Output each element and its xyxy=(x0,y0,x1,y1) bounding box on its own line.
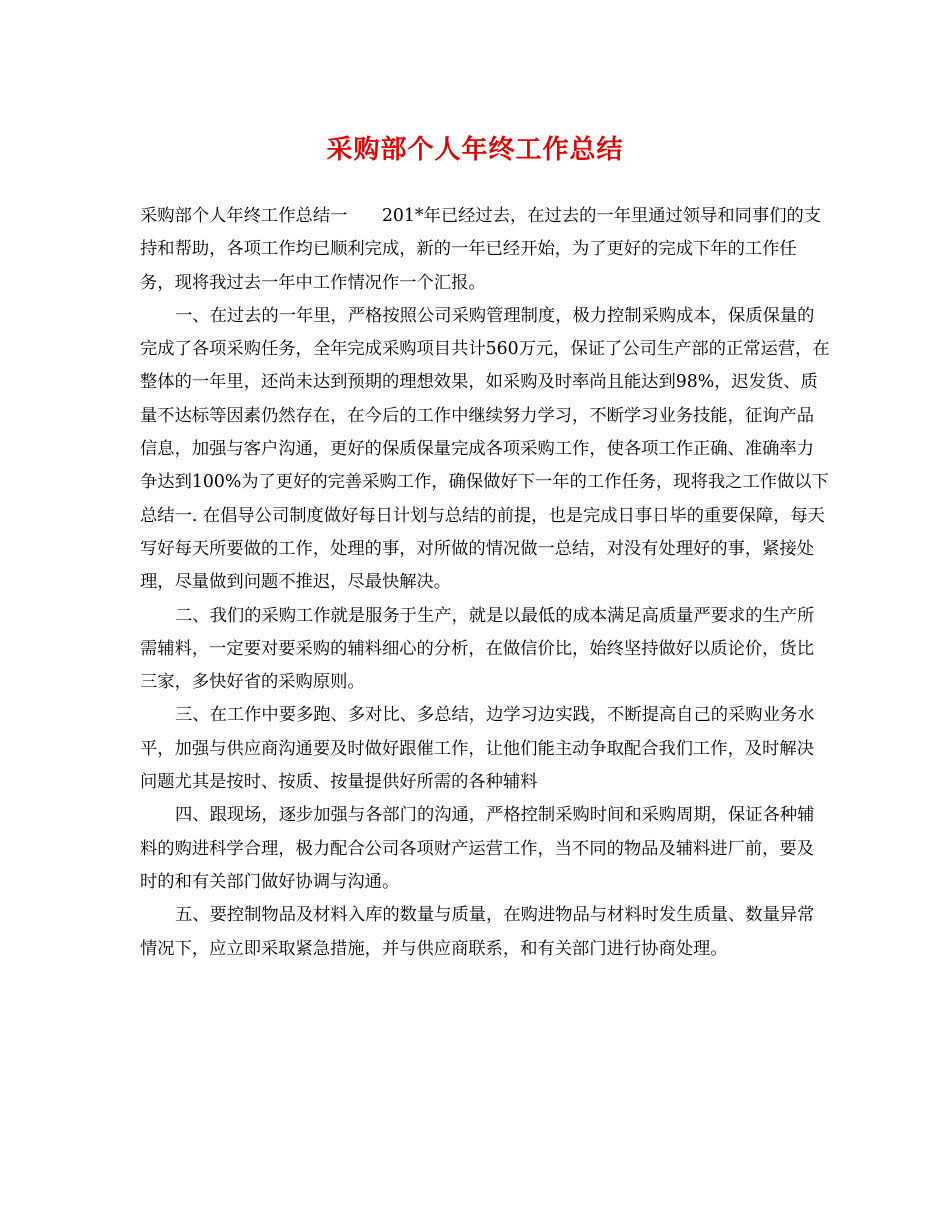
paragraph-1: 一、在过去的一年里，严格按照公司采购管理制度，极力控制采购成本，保质保量的完成了各项采购任务，全年完成采购项目共计560万元，保证了公司生产部的正常运营，在整体的一年里，还尚未达到预期的理想效果，如采购及时率尚且能达到98%，迟发货、质量不达标等因素仍然存在，在今后的工作中继续努力学习，不断学习业务技能，征询产品信息，加强与客户沟通，更好的保质保量完成各项采购工作，使各项工作正确、准确率力争达到100%为了更好的完善采购工作，确保做好下一年的工作任务，现将我之工作做以下总结一. 在倡导公司制度做好每日计划与总结的前提，也是完成日事日毕的重要保障，每天写好每天所要做的工作，处理的事，对所做的情况做一总结，对没有处理好的事，紧接处理，尽量做到问题不推迟，尽最快解决。 xyxy=(140,305,830,593)
paragraph-3: 三、在工作中要多跑、多对比、多总结，边学习边实践，不断提高自己的采购业务水平，加强与供应商沟通要及时做好跟催工作，让他们能主动争取配合我们工作，及时解决问题尤其是按时、按质、按量提供好所需的各种辅料 xyxy=(140,705,815,793)
document-body xyxy=(140,200,830,966)
paragraph-4: 四、跟现场，逐步加强与各部门的沟通，严格控制采购时间和采购周期，保证各种辅料的购进科学合理，极力配合公司各项财产运营工作，当不同的物品及辅料进厂前，要及时的和有关部门做好协调与沟通。 xyxy=(140,805,815,892)
paragraph-5: 五、要控制物品及材料入库的数量与质量，在购进物品与材料时发生质量、数量异常情况下，应立即采取紧急措施，并与供应商联系，和有关部门进行协商处理。 xyxy=(140,905,815,959)
document-title: 采购部个人年终工作总结 xyxy=(326,135,624,165)
paragraph-2: 二、我们的采购工作就是服务于生产，就是以最低的成本满足高质量严要求的生产所需辅料，一定要对要采购的辅料细心的分析，在做信价比，始终坚持做好以质论价，货比三家，多快好省的采购原则。 xyxy=(140,605,815,693)
paragraph-intro: 采购部个人年终工作总结一 201*年已经过去，在过去的一年里通过领导和同事们的支持和帮助，各项工作均已顺利完成，新的一年已经开始，为了更好的完成下年的工作任务，现将我过去一年中工作情况作一个汇报。 xyxy=(140,206,822,293)
